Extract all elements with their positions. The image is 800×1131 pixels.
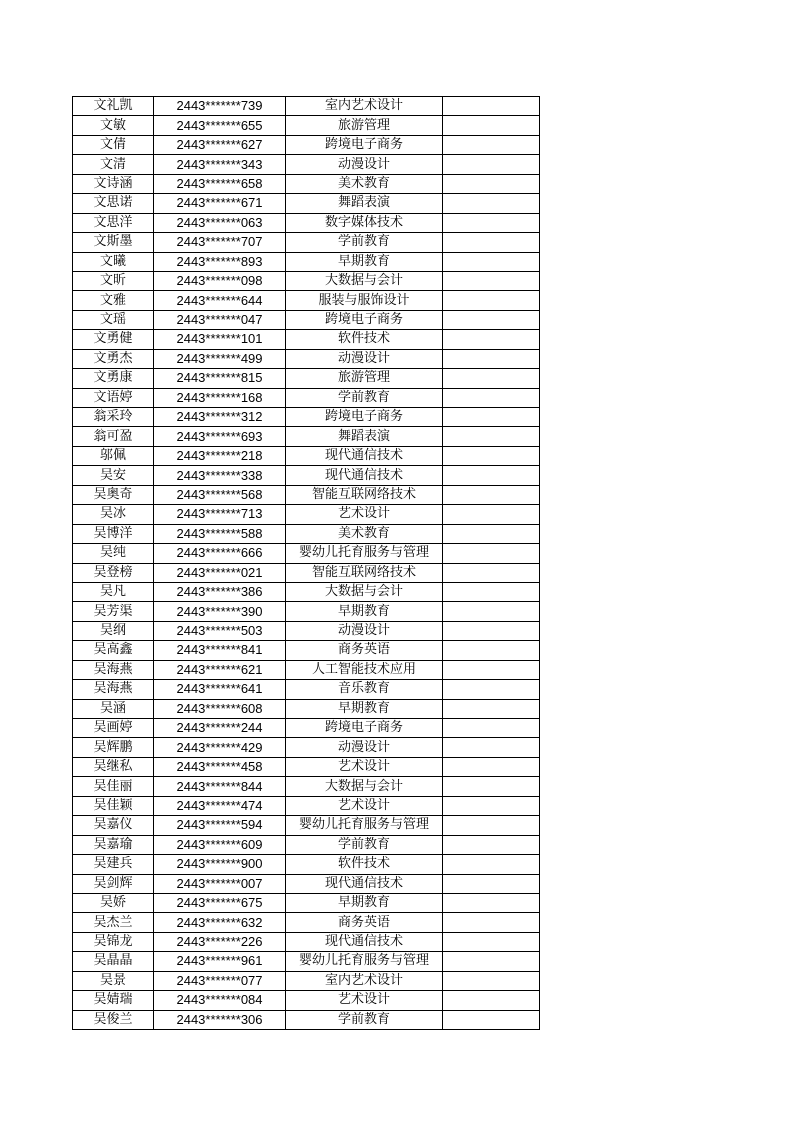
table-row (73, 738, 540, 757)
table-row (73, 660, 540, 679)
student-id-cell: 2443*******101 (154, 330, 286, 349)
table-row (73, 893, 540, 912)
name-cell: 文勇健 (73, 330, 154, 349)
table-row (73, 369, 540, 388)
student-id-cell: 2443*******343 (154, 155, 286, 174)
empty-cell (443, 155, 540, 174)
table-row (73, 194, 540, 213)
student-id-cell: 2443*******609 (154, 835, 286, 854)
name-cell: 吴晶晶 (73, 952, 154, 971)
major-cell: 早期教育 (286, 602, 443, 621)
student-id-cell: 2443*******338 (154, 466, 286, 485)
student-id-cell: 2443*******658 (154, 174, 286, 193)
student-id-cell: 2443*******458 (154, 757, 286, 776)
name-cell: 文思诺 (73, 194, 154, 213)
name-cell: 吴登榜 (73, 563, 154, 582)
student-id-cell: 2443*******568 (154, 485, 286, 504)
major-cell: 学前教育 (286, 1010, 443, 1029)
major-cell: 旅游管理 (286, 369, 443, 388)
student-id-cell: 2443*******063 (154, 213, 286, 232)
student-id-cell: 2443*******841 (154, 641, 286, 660)
empty-cell (443, 893, 540, 912)
empty-cell (443, 952, 540, 971)
table-row (73, 1010, 540, 1029)
empty-cell (443, 738, 540, 757)
student-id-cell: 2443*******098 (154, 271, 286, 290)
table-row (73, 213, 540, 232)
major-cell: 大数据与会计 (286, 777, 443, 796)
major-cell: 软件技术 (286, 330, 443, 349)
student-id-cell: 2443*******312 (154, 408, 286, 427)
student-id-cell: 2443*******077 (154, 971, 286, 990)
name-cell: 吴继私 (73, 757, 154, 776)
student-id-cell: 2443*******893 (154, 252, 286, 271)
student-id-cell: 2443*******713 (154, 505, 286, 524)
major-cell: 大数据与会计 (286, 582, 443, 601)
table-row (73, 932, 540, 951)
empty-cell (443, 97, 540, 116)
table-row (73, 349, 540, 368)
major-cell: 学前教育 (286, 233, 443, 252)
major-cell: 旅游管理 (286, 116, 443, 135)
student-id-cell: 2443*******499 (154, 349, 286, 368)
empty-cell (443, 602, 540, 621)
name-cell: 吴安 (73, 466, 154, 485)
major-cell: 美术教育 (286, 524, 443, 543)
empty-cell (443, 505, 540, 524)
table-row (73, 874, 540, 893)
major-cell: 现代通信技术 (286, 874, 443, 893)
name-cell: 邬佩 (73, 446, 154, 465)
major-cell: 艺术设计 (286, 991, 443, 1010)
major-cell: 室内艺术设计 (286, 971, 443, 990)
table-row (73, 427, 540, 446)
major-cell: 智能互联网络技术 (286, 485, 443, 504)
empty-cell (443, 369, 540, 388)
empty-cell (443, 991, 540, 1010)
empty-cell (443, 835, 540, 854)
student-id-cell: 2443*******641 (154, 680, 286, 699)
major-cell: 人工智能技术应用 (286, 660, 443, 679)
major-cell: 婴幼儿托育服务与管理 (286, 544, 443, 563)
name-cell: 吴杰兰 (73, 913, 154, 932)
major-cell: 艺术设计 (286, 757, 443, 776)
major-cell: 现代通信技术 (286, 932, 443, 951)
student-id-cell: 2443*******632 (154, 913, 286, 932)
table-row (73, 641, 540, 660)
table-row (73, 135, 540, 154)
table-row (73, 310, 540, 329)
student-id-cell: 2443*******666 (154, 544, 286, 563)
major-cell: 动漫设计 (286, 349, 443, 368)
name-cell: 文倩 (73, 135, 154, 154)
major-cell: 商务英语 (286, 913, 443, 932)
major-cell: 跨境电子商务 (286, 135, 443, 154)
empty-cell (443, 874, 540, 893)
student-id-cell: 2443*******671 (154, 194, 286, 213)
name-cell: 吴辉鹏 (73, 738, 154, 757)
student-id-cell: 2443*******707 (154, 233, 286, 252)
name-cell: 文斯墨 (73, 233, 154, 252)
table-row (73, 544, 540, 563)
major-cell: 服装与服饰设计 (286, 291, 443, 310)
student-id-cell: 2443*******961 (154, 952, 286, 971)
empty-cell (443, 466, 540, 485)
name-cell: 吴嘉仪 (73, 816, 154, 835)
name-cell: 吴锦龙 (73, 932, 154, 951)
empty-cell (443, 719, 540, 738)
name-cell: 吴凡 (73, 582, 154, 601)
empty-cell (443, 271, 540, 290)
name-cell: 文瑶 (73, 310, 154, 329)
table-row (73, 971, 540, 990)
major-cell: 跨境电子商务 (286, 719, 443, 738)
student-id-cell: 2443*******390 (154, 602, 286, 621)
major-cell: 动漫设计 (286, 621, 443, 640)
student-table (72, 96, 540, 1030)
table-row (73, 446, 540, 465)
student-id-cell: 2443*******047 (154, 310, 286, 329)
name-cell: 吴嘉瑜 (73, 835, 154, 854)
empty-cell (443, 213, 540, 232)
name-cell: 文勇康 (73, 369, 154, 388)
student-id-cell: 2443*******608 (154, 699, 286, 718)
name-cell: 吴涵 (73, 699, 154, 718)
name-cell: 文礼凯 (73, 97, 154, 116)
student-id-cell: 2443*******675 (154, 893, 286, 912)
name-cell: 翁可盈 (73, 427, 154, 446)
empty-cell (443, 913, 540, 932)
student-id-cell: 2443*******429 (154, 738, 286, 757)
empty-cell (443, 660, 540, 679)
student-id-cell: 2443*******306 (154, 1010, 286, 1029)
empty-cell (443, 408, 540, 427)
student-id-cell: 2443*******007 (154, 874, 286, 893)
table-row (73, 796, 540, 815)
table-row (73, 116, 540, 135)
major-cell: 早期教育 (286, 252, 443, 271)
name-cell: 文昕 (73, 271, 154, 290)
empty-cell (443, 757, 540, 776)
empty-cell (443, 796, 540, 815)
table-row (73, 816, 540, 835)
major-cell: 早期教育 (286, 699, 443, 718)
name-cell: 吴建兵 (73, 855, 154, 874)
table-row (73, 835, 540, 854)
empty-cell (443, 699, 540, 718)
empty-cell (443, 777, 540, 796)
name-cell: 文敏 (73, 116, 154, 135)
major-cell: 学前教育 (286, 835, 443, 854)
major-cell: 舞蹈表演 (286, 427, 443, 446)
major-cell: 跨境电子商务 (286, 408, 443, 427)
name-cell: 吴海燕 (73, 680, 154, 699)
empty-cell (443, 116, 540, 135)
name-cell: 吴景 (73, 971, 154, 990)
table-row (73, 485, 540, 504)
major-cell: 学前教育 (286, 388, 443, 407)
name-cell: 吴奥奇 (73, 485, 154, 504)
empty-cell (443, 816, 540, 835)
empty-cell (443, 524, 540, 543)
student-id-cell: 2443*******226 (154, 932, 286, 951)
empty-cell (443, 971, 540, 990)
table-row (73, 991, 540, 1010)
table-row (73, 855, 540, 874)
table-row (73, 757, 540, 776)
table-row (73, 621, 540, 640)
empty-cell (443, 563, 540, 582)
student-id-cell: 2443*******244 (154, 719, 286, 738)
name-cell: 文雅 (73, 291, 154, 310)
major-cell: 艺术设计 (286, 796, 443, 815)
empty-cell (443, 291, 540, 310)
major-cell: 早期教育 (286, 893, 443, 912)
major-cell: 大数据与会计 (286, 271, 443, 290)
empty-cell (443, 680, 540, 699)
major-cell: 数字媒体技术 (286, 213, 443, 232)
name-cell: 吴芳渠 (73, 602, 154, 621)
table-row (73, 719, 540, 738)
student-id-cell: 2443*******503 (154, 621, 286, 640)
empty-cell (443, 233, 540, 252)
table-row (73, 330, 540, 349)
empty-cell (443, 621, 540, 640)
student-id-cell: 2443*******386 (154, 582, 286, 601)
table-row (73, 291, 540, 310)
major-cell: 软件技术 (286, 855, 443, 874)
major-cell: 舞蹈表演 (286, 194, 443, 213)
student-id-cell: 2443*******084 (154, 991, 286, 1010)
student-id-cell: 2443*******594 (154, 816, 286, 835)
empty-cell (443, 330, 540, 349)
empty-cell (443, 388, 540, 407)
table-row (73, 252, 540, 271)
name-cell: 吴画婷 (73, 719, 154, 738)
major-cell: 音乐教育 (286, 680, 443, 699)
empty-cell (443, 932, 540, 951)
table-row (73, 505, 540, 524)
table-row (73, 174, 540, 193)
major-cell: 婴幼儿托育服务与管理 (286, 816, 443, 835)
major-cell: 艺术设计 (286, 505, 443, 524)
table-row (73, 563, 540, 582)
empty-cell (443, 855, 540, 874)
name-cell: 吴佳丽 (73, 777, 154, 796)
table-row (73, 777, 540, 796)
empty-cell (443, 135, 540, 154)
major-cell: 动漫设计 (286, 155, 443, 174)
table-row (73, 466, 540, 485)
empty-cell (443, 349, 540, 368)
empty-cell (443, 1010, 540, 1029)
table-row (73, 602, 540, 621)
empty-cell (443, 544, 540, 563)
table-row (73, 524, 540, 543)
name-cell: 文诗涵 (73, 174, 154, 193)
name-cell: 吴高鑫 (73, 641, 154, 660)
name-cell: 文清 (73, 155, 154, 174)
name-cell: 吴佳颖 (73, 796, 154, 815)
table-row (73, 680, 540, 699)
table-row (73, 233, 540, 252)
empty-cell (443, 641, 540, 660)
table-row (73, 408, 540, 427)
student-id-cell: 2443*******168 (154, 388, 286, 407)
major-cell: 婴幼儿托育服务与管理 (286, 952, 443, 971)
empty-cell (443, 310, 540, 329)
student-id-cell: 2443*******218 (154, 446, 286, 465)
student-id-cell: 2443*******474 (154, 796, 286, 815)
table-row (73, 388, 540, 407)
student-id-cell: 2443*******621 (154, 660, 286, 679)
table-body (73, 97, 540, 1030)
name-cell: 吴纲 (73, 621, 154, 640)
student-id-cell: 2443*******693 (154, 427, 286, 446)
name-cell: 吴博洋 (73, 524, 154, 543)
name-cell: 文勇杰 (73, 349, 154, 368)
name-cell: 吴纯 (73, 544, 154, 563)
name-cell: 吴娇 (73, 893, 154, 912)
name-cell: 吴婧瑞 (73, 991, 154, 1010)
major-cell: 美术教育 (286, 174, 443, 193)
student-id-cell: 2443*******739 (154, 97, 286, 116)
major-cell: 现代通信技术 (286, 446, 443, 465)
major-cell: 跨境电子商务 (286, 310, 443, 329)
name-cell: 吴冰 (73, 505, 154, 524)
empty-cell (443, 194, 540, 213)
student-id-cell: 2443*******815 (154, 369, 286, 388)
student-id-cell: 2443*******021 (154, 563, 286, 582)
major-cell: 智能互联网络技术 (286, 563, 443, 582)
table-row (73, 913, 540, 932)
table-row (73, 699, 540, 718)
student-id-cell: 2443*******844 (154, 777, 286, 796)
name-cell: 文曦 (73, 252, 154, 271)
name-cell: 吴剑辉 (73, 874, 154, 893)
name-cell: 吴海燕 (73, 660, 154, 679)
student-id-cell: 2443*******900 (154, 855, 286, 874)
empty-cell (443, 582, 540, 601)
empty-cell (443, 485, 540, 504)
table-row (73, 271, 540, 290)
table-row (73, 155, 540, 174)
table-row (73, 952, 540, 971)
empty-cell (443, 252, 540, 271)
name-cell: 翁采玲 (73, 408, 154, 427)
name-cell: 吴俊兰 (73, 1010, 154, 1029)
table-row (73, 582, 540, 601)
major-cell: 现代通信技术 (286, 466, 443, 485)
student-id-cell: 2443*******655 (154, 116, 286, 135)
table-row (73, 97, 540, 116)
empty-cell (443, 427, 540, 446)
major-cell: 商务英语 (286, 641, 443, 660)
student-id-cell: 2443*******627 (154, 135, 286, 154)
student-id-cell: 2443*******644 (154, 291, 286, 310)
empty-cell (443, 174, 540, 193)
major-cell: 动漫设计 (286, 738, 443, 757)
major-cell: 室内艺术设计 (286, 97, 443, 116)
student-id-cell: 2443*******588 (154, 524, 286, 543)
name-cell: 文语婷 (73, 388, 154, 407)
empty-cell (443, 446, 540, 465)
name-cell: 文思洋 (73, 213, 154, 232)
